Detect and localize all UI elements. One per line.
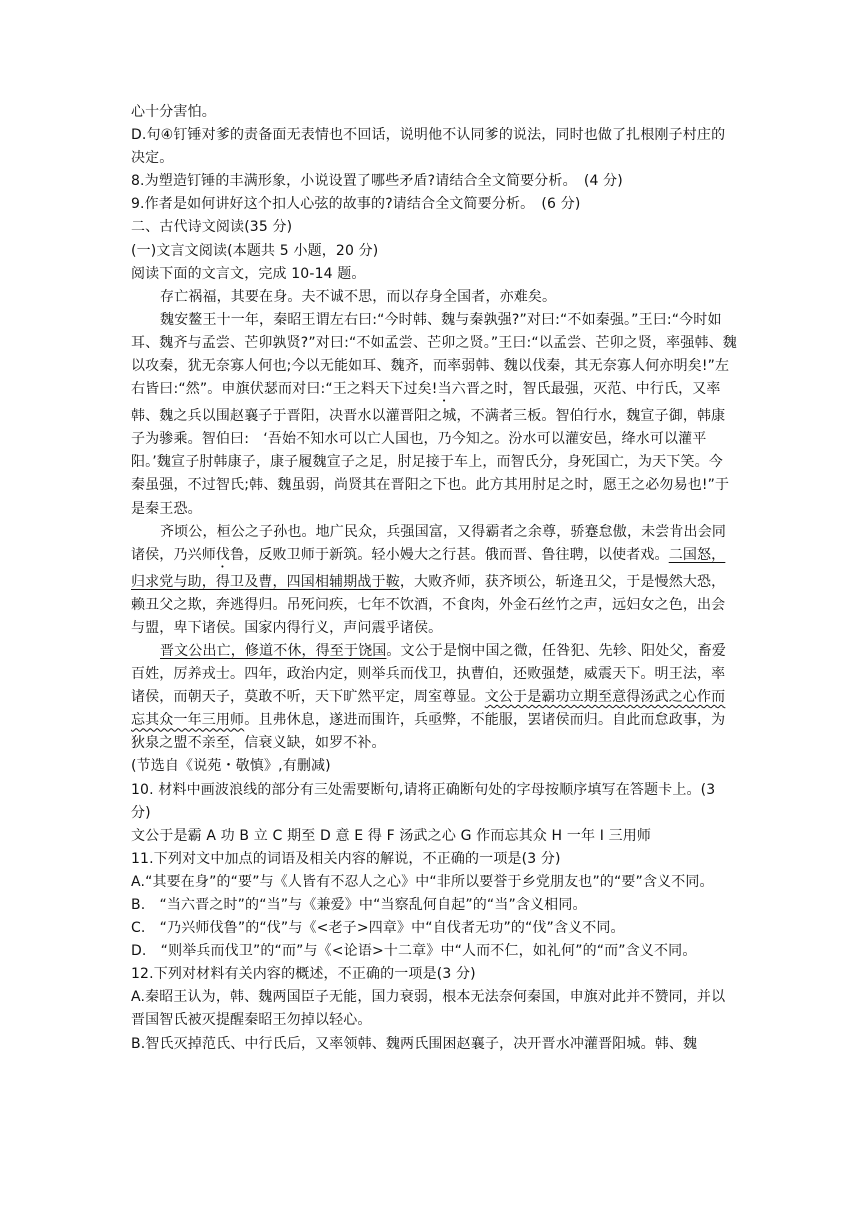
dotted-character: 当 [437, 381, 452, 398]
underlined-sentence: 晋文公出亡，修道不休，得至于饶国 [160, 642, 387, 659]
question-8: 8.为塑造钉锤的丰满形象，小说设置了哪些矛盾?请结合全文简要分析。 (4 分) [131, 173, 623, 190]
passage-paragraph-0: 存亡祸福，其要在身。夫不诚不思，而以存身全国者，亦难矣。 [160, 288, 557, 305]
question-11-option-d: D. “则举兵而伐卫”的“而”与《<论语>十二章》中“人而不仁，如礼何”的“而”含义不同。 [131, 943, 697, 960]
passage-text: ，大败齐师，获齐顷公，斩逄丑父，于是慢然大恐，赖丑父之欺，奔逃得归。吊死问疾，七年不饮酒，不食肉，外金石丝竹之声，远妇女之色，出会与盟，卑下诸侯。国家内得行义，声问震乎诸侯。 [131, 573, 726, 636]
section-heading-2: 二、古代诗文阅读(35 分) [131, 219, 293, 236]
passage-text: 齐顷公，桓公之子孙也。地广民众，兵强国富，又得霸者之余尊，骄蹇怠傲，未尝肯出会同诸侯，乃兴师 [131, 523, 726, 563]
option-d-q7: D.句④钉锤对爹的责备面无表情也不回话，说明他不认同爹的说法，同时也做了扎根刚子村庄的决定。 [131, 127, 726, 167]
question-11-option-b: B. “当六晋之时”的“当”与《兼爱》中“当察乱何自起”的“当”含义相同。 [131, 897, 587, 913]
question-11-option-a: A.“其要在身”的“要”与《人皆有不忍人之心》中“非所以要誉于乡党朋友也”的“要”含义不同。 [131, 873, 714, 890]
underlined-sentence: 二国怒，归求党与助，得卫及曹，四国相辅期战于鞍 [131, 546, 726, 590]
subsection-heading: (一)文言文阅读(本题共 5 小题，20 分) [131, 242, 379, 259]
question-12-option-a: A.秦昭王认为，韩、魏两国臣子无能，国力衰弱，根本无法奈何秦国，申旗对此并不赞同，并以晋国智氏被灭提醒秦昭王勿掉以轻心。 [131, 989, 726, 1029]
passage-text: 。且弗休息，遂进而围许，兵亟弊，不能服，罢诸侯而归。自此而怠政事，为狄泉之盟不亲至，信衰义缺，如罗不补。 [131, 712, 726, 752]
question-11: 11.下列对文中加点的词语及相关内容的解说，不正确的一项是(3 分) [131, 850, 561, 867]
question-9: 9.作者是如何讲好这个扣人心弦的故事的?请结合全文简要分析。 (6 分) [131, 196, 581, 213]
passage-text: 六晋之时，智氏最强，灭范、中行氏，又率韩、魏之兵以围赵襄子于晋阳，决晋水以灌晋阳之城，不满者三板。智伯行水，魏宣子御，韩康子为骖乘。智伯曰: ‘吾始不知水可以亡人国也，乃今知之。汾水可以灌安邑，绛水可以灌平阳。’魏宣子肘韩康子，康子履魏宣子之足，肘足接于车上，而智氏分，身死国亡，为天下笑。今秦虽强，不过智氏;韩、魏虽弱，尚贤其在晋阳之下也。此方其用肘足之时，愿王之必勿易也!”于是秦王恐。 [131, 381, 730, 517]
passage-text: 鲁，反败卫师于新筑。轻小嫚大之行甚。俄而晋、鲁往聘，以使者戏。 [230, 546, 669, 563]
passage-text: 。文公于是悯中国之微，任咎犯、先轸、阳处父，畜爱百姓，厉养戎士。四年，政治内定，则举兵而伐卫，执曹伯，还败强楚，威震天下。明王法，率诸侯，而朝天子，莫敢不听，天下旷然平定，周室尊显。 [131, 642, 727, 706]
reading-instruction: 阅读下面的文言文，完成 10-14 题。 [131, 265, 366, 282]
passage-paragraph-2 [131, 521, 737, 640]
question-12-option-b: B.智氏灭掉范氏、中行氏后，又率领韩、魏两氏围困赵襄子，决开晋水冲灌晋阳城。韩、魏 [131, 1035, 698, 1052]
question-10: 10. 材料中画波浪线的部分有三处需要断句,请将正确断句处的字母按顺序填写在答题卡上。(3 分) [131, 781, 716, 821]
document-body [131, 101, 737, 1056]
dotted-character: 伐 [215, 546, 231, 563]
question-11-option-c: C. “乃兴师伐鲁”的“伐”与《<老子>四章》中“自伐者无功”的“伐”含义不同。 [131, 920, 625, 937]
question-12: 12.下列对材料有关内容的概述，不正确的一项是(3 分) [131, 966, 476, 983]
passage-text: 魏安鳌王十一年，秦昭王谓左右曰:“今时韩、魏与秦孰强?”对曰:“不如秦强。”王曰:“今时如耳、魏齐与孟尝、芒卯孰贤?”对曰:“不如孟尝、芒卯之贤。”王曰:“以孟尝、芒卯之贤，率强韩、魏以攻秦，犹无奈寡人何也;今以无能如耳、魏齐，而率弱韩、魏以伐秦，其无奈寡人何亦明矣!”左右皆曰:“然”。申旗伏瑟而对曰:“王之料天下过矣! [131, 311, 737, 398]
passage-paragraph-3 [131, 640, 737, 755]
wavy-underlined-sentence: 文公于是霸功立期至意得汤武之心作而忘其众一年三用师 [131, 689, 726, 729]
passage-source: (节选自《说苑・敬慎》,有删减) [131, 758, 331, 775]
text-line-continuation: 心十分害怕。 [131, 104, 216, 120]
question-10-options: 文公于是霸 A 功 B 立 C 期至 D 意 E 得 F 汤武之心 G 作而忘其众 H 一年 I 三用师 [131, 827, 652, 844]
passage-paragraph-1 [131, 309, 737, 521]
